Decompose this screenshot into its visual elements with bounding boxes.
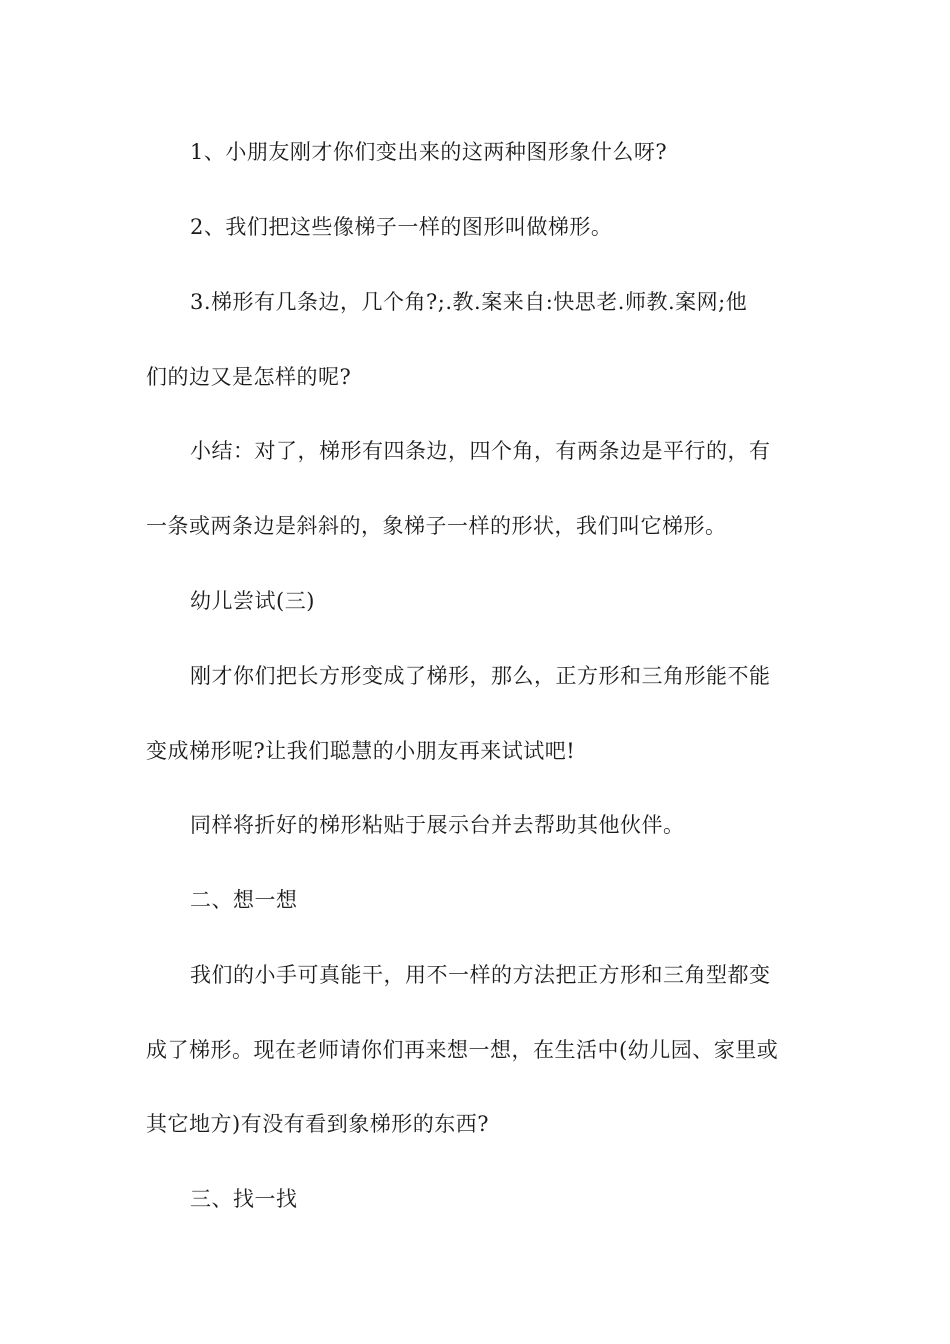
paragraph-line: 我们的小手可真能干，用不一样的方法把正方形和三角型都变 [190,963,771,987]
paragraph-line: 刚才你们把长方形变成了梯形，那么，正方形和三角形能不能 [190,664,771,688]
paragraph-line: 变成梯形呢?让我们聪慧的小朋友再来试试吧! [146,739,576,763]
paragraph-line: 1、小朋友刚才你们变出来的这两种图形象什么呀? [190,140,668,164]
section-heading: 三、找一找 [190,1187,298,1211]
paragraph-line: 一条或两条边是斜斜的，象梯子一样的形状，我们叫它梯形。 [146,514,727,538]
paragraph-line: 3.梯形有几条边，几个角?;.教.案来自:快思老.师教.案网;他 [190,290,748,314]
paragraph-line: 小结：对了，梯形有四条边，四个角，有两条边是平行的，有 [190,439,771,463]
paragraph-line: 们的边又是怎样的呢? [146,365,352,389]
paragraph-line: 2、我们把这些像梯子一样的图形叫做梯形。 [190,215,613,239]
section-heading: 二、想一想 [190,888,298,912]
section-heading: 幼儿尝试(三) [190,589,315,613]
paragraph-line: 成了梯形。现在老师请你们再来想一想，在生活中(幼儿园、家里或 [146,1038,779,1062]
paragraph-line: 其它地方)有没有看到象梯形的东西? [146,1112,489,1136]
paragraph-line: 同样将折好的梯形粘贴于展示台并去帮助其他伙伴。 [190,813,685,837]
